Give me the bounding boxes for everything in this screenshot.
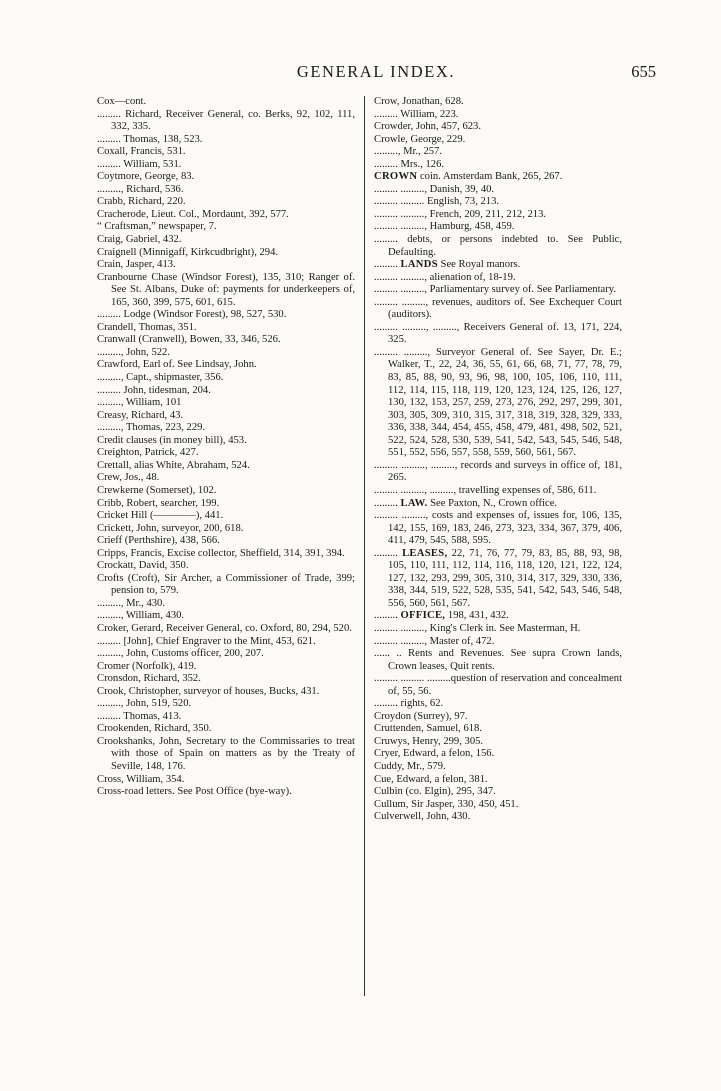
index-entry: Crowder, John, 457, 623. (374, 121, 481, 133)
index-entry: Crew, Jos., 48. (97, 472, 160, 484)
index-entry: Cox—cont. (97, 96, 147, 107)
index-entry: Cracherode, Lieut. Col., Mordaunt, 392, 577. (97, 208, 289, 220)
index-entry: ......... ......... .........question of reservation and concealment of, 55, 56. (374, 673, 623, 697)
index-entry: ......... debts, or persons indebted to. See Public, Defaulting. (374, 234, 622, 258)
index-entry: ......... LAW. See Paxton, N., Crown office. (374, 497, 558, 509)
index-entry: ...... .. Rents and Revenues. See supra Crown lands, Crown leases, Quit rents. (374, 648, 622, 672)
index-entry: Cranbourne Chase (Windsor Forest), 135, 310; Ranger of. See St. Albans, Duke of: payments for underkeepers of, 165, 360, 399, 575, 601, 615. (97, 271, 355, 308)
index-entry: Cruwys, Henry, 299, 305. (374, 735, 484, 747)
index-entry: ........., John, 522. (97, 346, 170, 358)
index-entry: ......... ........., French, 209, 211, 212, 213. (374, 208, 547, 220)
running-title: GENERAL INDEX. (296, 62, 456, 81)
index-entry: ......... ......... English, 73, 213. (374, 196, 500, 208)
index-entry: Cricket Hill (————), 441. (97, 510, 224, 522)
index-entry: Cross, William, 354. (97, 773, 185, 785)
index-entry: Cue, Edward, a felon, 381. (374, 773, 488, 785)
index-entry: ........., John, Customs officer, 200, 207. (97, 648, 264, 660)
index-entry: ......... ........., Surveyor General of. See Sayer, Dr. E.; Walker, T., 22, 24, 36, 55, 61, 66, 68, 71, 77, 78, 79, 83, 85, 88, 90, 93, 96, 98, 100, 105, 106, 110, 111, 112, 114, 115, 118, 119, 120, 123, 124, 125, 126, 127, 130, 132, 153, 257, 259, 273, 276, 292, 297, 299, 301, 303, 305, 309, 310, 315, 317, 318, 319, 328, 329, 333, 336, 338, 344, 454, 455, 458, 479, 481, 498, 502, 521, 522, 524, 528, 530, 539, 541, 542, 543, 545, 546, 548, 551, 552, 556, 557, 558, 559, 560, 561, 567. (374, 346, 622, 459)
index-entry: ......... ........., alienation of, 18-19. (374, 271, 516, 283)
index-entry: Credit clauses (in money bill), 453. (97, 434, 247, 446)
index-entry: ......... ........., ........., Receivers General of. 13, 171, 224, 325. (374, 321, 622, 346)
index-entry: Crain, Jasper, 413. (97, 259, 176, 271)
index-entry: ......... LANDS See Royal manors. (374, 259, 521, 271)
index-entry: Crowle, George, 229. (374, 133, 466, 145)
index-entry: Cullum, Sir Jasper, 330, 450, 451. (374, 798, 519, 810)
index-entry: ......... ........., Danish, 39, 40. (374, 183, 495, 195)
index-column-left (97, 96, 355, 799)
index-entry: ......... ........., costs and expenses of, issues for, 106, 135, 142, 155, 169, 183, 246, 273, 323, 334, 367, 379, 406, 411, 479, 545, 588, 595. (374, 510, 622, 547)
index-entry: “ Craftsman,” newspaper, 7. (97, 221, 217, 233)
index-entry: ........., William, 101 (97, 397, 182, 409)
index-entry: ......... ........., Master of, 472. (374, 635, 495, 647)
index-entry: ......... LEASES, 22, 71, 76, 77, 79, 83, 85, 88, 93, 98, 105, 110, 111, 112, 114, 116, 118, 120, 121, 122, 124, 127, 132, 293, 299, 305, 310, 314, 317, 329, 330, 336, 338, 344, 519, 522, 528, 535, 541, 542, 543, 546, 548, 556, 560, 561, 567. (374, 547, 623, 609)
index-entry: Cross-road letters. See Post Office (bye-way). (97, 786, 292, 798)
index-entry: ........., John, 519, 520. (97, 698, 192, 710)
index-entry: ........., William, 430. (97, 610, 185, 622)
index-entry: Crieff (Perthshire), 438, 566. (97, 535, 220, 547)
index-entry: Cranwall (Cranwell), Bowen, 33, 346, 526. (97, 334, 281, 346)
index-entry: Crockatt, David, 350. (97, 560, 189, 572)
index-entry: Crandell, Thomas, 351. (97, 321, 197, 333)
index-entry: Cribb, Robert, searcher, 199. (97, 497, 220, 509)
index-entry: Crow, Jonathan, 628. (374, 96, 464, 107)
index-entry: CROWN coin. Amsterdam Bank, 265, 267. (374, 171, 563, 183)
index-entry: Crettall, alias White, Abraham, 524. (97, 459, 250, 471)
index-entry: ........., Richard, 536. (97, 183, 184, 195)
index-entry: ......... Thomas, 413. (97, 710, 182, 722)
column-divider (364, 96, 365, 996)
index-entry: ........., Mr., 257. (374, 146, 442, 158)
index-entry: ......... John, tidesman, 204. (97, 384, 211, 396)
index-entry: ......... rights, 62. (374, 698, 444, 710)
index-entry: ......... ........., ........., travelling expenses of, 586, 611. (374, 484, 597, 496)
index-entry: Culverwell, John, 430. (374, 811, 471, 823)
page-number: 655 (631, 62, 656, 81)
index-entry: ......... Thomas, 138, 523. (97, 133, 203, 145)
index-entry: ......... Lodge (Windsor Forest), 98, 527, 530. (97, 309, 287, 321)
index-entry: Crewkerne (Somerset), 102. (97, 484, 217, 496)
index-entry: Crawford, Earl of. See Lindsay, John. (97, 359, 257, 371)
index-entry: Coytmore, George, 83. (97, 171, 195, 183)
index-entry: ......... William, 531. (97, 158, 182, 170)
index-entry: Craignell (Minnigaff, Kirkcudbright), 294. (97, 246, 279, 258)
index-entry: Craig, Gabriel, 432. (97, 234, 182, 246)
index-entry: Creighton, Patrick, 427. (97, 447, 199, 459)
index-entry: Crookenden, Richard, 350. (97, 723, 212, 735)
index-entry: Crofts (Croft), Sir Archer, a Commissioner of Trade, 399; pension to, 579. (97, 572, 355, 597)
index-entry: Cronsdon, Richard, 352. (97, 673, 201, 685)
index-entry: Coxall, Francis, 531. (97, 146, 186, 158)
index-entry: ........., Capt., shipmaster, 356. (97, 372, 224, 384)
index-entry: ......... OFFICE, 198, 431, 432. (374, 610, 509, 622)
index-entry: Crabb, Richard, 220. (97, 196, 186, 208)
index-entry: ......... [John], Chief Engraver to the Mint, 453, 621. (97, 635, 316, 647)
index-entry: ......... Richard, Receiver General, co. Berks, 92, 102, 111, 332, 335. (97, 108, 355, 133)
index-entry: ........., Mr., 430. (97, 597, 165, 609)
index-entry: Crickett, John, surveyor, 200, 618. (97, 522, 244, 534)
index-entry: ......... ........., Hamburg, 458, 459. (374, 221, 515, 233)
index-entry: ......... ........., ........., records and surveys in office of, 181, 265. (374, 459, 622, 484)
index-entry: Crook, Christopher, surveyor of houses, Bucks, 431. (97, 685, 320, 697)
index-entry: Crookshanks, John, Secretary to the Commissaries to treat with those of Spain on matters as by the Treaty of Seville, 148, 176. (97, 735, 355, 772)
index-entry: Croydon (Surrey), 97. (374, 710, 468, 722)
index-entry: ......... ........., revenues, auditors of. See Exchequer Court (auditors). (374, 296, 622, 321)
index-entry: Culbin (co. Elgin), 295, 347. (374, 786, 496, 798)
index-entry: ......... William, 223. (374, 108, 459, 120)
index-entry: ......... ........., King's Clerk in. See Masterman, H. (374, 622, 581, 634)
index-column-right (374, 96, 622, 824)
index-entry: ........., Thomas, 223, 229. (97, 422, 206, 434)
index-entry: Creasy, Richard, 43. (97, 409, 184, 421)
index-entry: ......... Mrs., 126. (374, 158, 445, 170)
index-entry: Cruttenden, Samuel, 618. (374, 723, 482, 735)
index-entry: Cripps, Francis, Excise collector, Sheffield, 314, 391, 394. (97, 547, 345, 559)
index-entry: Cuddy, Mr., 579. (374, 760, 446, 772)
page-header (96, 62, 656, 84)
index-entry: Croker, Gerard, Receiver General, co. Oxford, 80, 294, 520. (97, 622, 352, 634)
index-entry: Cromer (Norfolk), 419. (97, 660, 197, 672)
index-entry: ......... ........., Parliamentary survey of. See Parliamentary. (374, 284, 617, 296)
index-entry: Cryer, Edward, a felon, 156. (374, 748, 495, 760)
